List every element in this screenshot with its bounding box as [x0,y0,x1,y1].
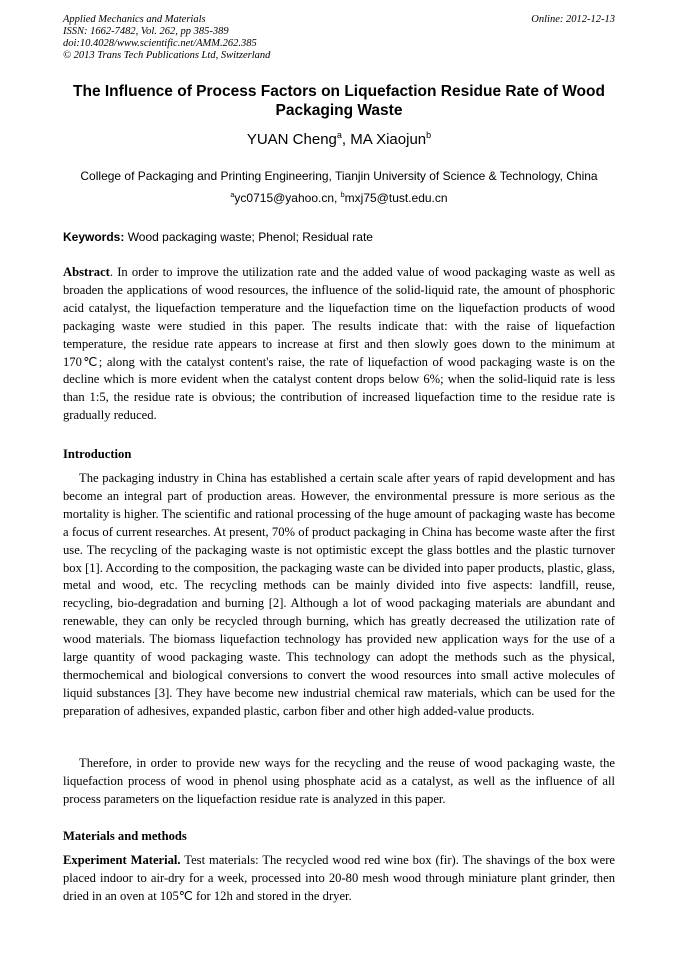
author-list [0,130,678,150]
section-heading-introduction: Introduction [63,447,132,461]
online-date: Online: 2012-12-13 [531,14,615,25]
email-superscript: b [340,190,345,199]
email-address[interactable]: yc0715@yahoo.cn, [234,191,341,205]
affiliation: College of Packaging and Printing Engineering, Tianjin University of Science & Technology, China [80,169,598,183]
paragraph: The packaging industry in China has established a certain scale after years of rapid development and has become an integral part of production areas. However, the environmental pressure is more serious as the mortality is higher. The scientific and rational processing of the huge amount of packaging waste has become a focus of current researches. At present, 70% of product packaging in China has become waste after the first use. The recycling of the packaging waste is not optimistic except the glass bottles and the plastic turnover box [1]. According to the composition, the packaging waste can be divided into paper products, plastic, glass, metal and wood, etc. The recycling methods can be mainly divided into five aspects: landfill, reuse, recycling, bio-degradation and burning [2]. Although a lot of wood packaging materials are abundant and renewable, they can only be recycled through burning, which has greatly decreased the utilization rate of wood materials. The biomass liquefaction technology has provided new application ways for the use of a large quantity of wood packaging waste. This technology can adopt the methods such as the physical, thermochemical and biological conversions to convert the wood resources into small active molecules of liquid substances [3]. They have become new industrial chemical raw materials, which can be used for the preparation of adhesives, expanded plastic, carbon fiber and other high added-value products. [63,471,615,718]
email-line [0,190,678,206]
keywords-label: Keywords: [63,230,125,244]
author-name: YUAN Cheng [246,131,337,148]
subsection-label: Experiment Material. [63,853,181,867]
author-superscript: b [426,130,432,140]
abstract [63,264,615,425]
journal-issn: ISSN: 1662-7482, Vol. 262, pp 385-389 [63,26,229,37]
journal-header [63,14,615,62]
abstract-text: . In order to improve the utilization rate and the added value of wood packaging waste as well as broaden the applications of wood resources, the influence of the solid-liquid rate, the amount of phosphoric acid catalyst, the liquefaction temperature and the liquefaction time on the liquefaction products of wood packaging waste were studied in this paper. The results indicate that: with the raise of liquefaction temperature, the residue rate appears to increase at first and then slowly goes down to the minimum at 170℃; along with the catalyst content's raise, the rate of liquefaction of wood packaging waste is on the decline which is more evident when the catalyst content drops below 6%; when the solid-liquid rate is less than 1:5, the residue rate is obvious; the contribution of increased liquefaction time to the residue rate is gradually reduced. [63,265,615,423]
journal-name: Applied Mechanics and Materials [63,14,206,25]
email-superscript: a [230,190,235,199]
abstract-label: Abstract [63,265,110,279]
keywords-text: Wood packaging waste; Phenol; Residual rate [124,230,373,244]
email-address[interactable]: mxj75@tust.edu.cn [344,191,448,205]
journal-copyright: © 2013 Trans Tech Publications Ltd, Switzerland [63,50,271,61]
section-heading-materials: Materials and methods [63,829,187,843]
keywords [63,229,615,245]
journal-doi[interactable]: doi:10.4028/www.scientific.net/AMM.262.385 [63,38,257,49]
paragraph [63,852,615,906]
author-superscript: a [336,130,342,140]
author-separator: , [341,131,351,148]
paper-title: The Influence of Process Factors on Liquefaction Residue Rate of Wood Packaging Waste [73,83,605,119]
author-name: MA Xiaojun [350,131,427,148]
paragraph-text: Test materials: The recycled wood red wine box (fir). The shavings of the box were placed indoor to air-dry for a week, processed into 20-80 mesh wood through miniature plant grinder, then dried in an oven at 105℃ for 12h and stored in the dryer. [63,853,615,903]
paragraph: Therefore, in order to provide new ways for the recycling and the reuse of wood packaging waste, the liquefaction process of wood in phenol using phosphate acid as a catalyst, as well as the influence of all process parameters on the liquefaction residue rate is analyzed in this paper. [63,756,615,806]
